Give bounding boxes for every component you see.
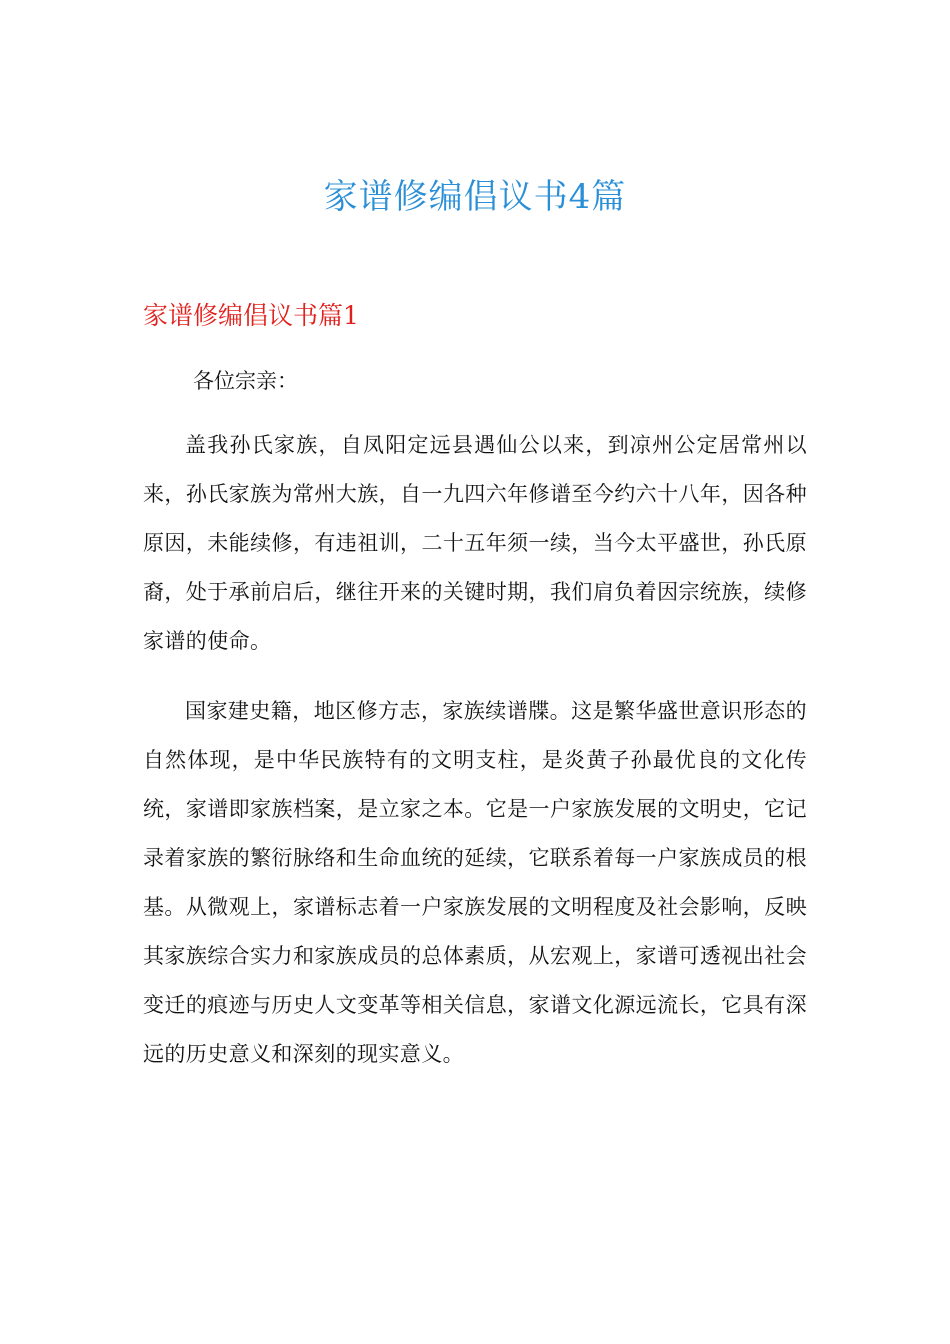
section-heading: 家谱修编倡议书篇1 (143, 301, 359, 330)
salutation: 各位宗亲： (193, 369, 298, 393)
document-title: 家谱修编倡议书4篇 (323, 177, 627, 217)
body-paragraph-2: 国家建史籍，地区修方志，家族续谱牒。这是繁华盛世意识形态的自然体现，是中华民族特有的文明支柱，是炎黄子孙最优良的文化传统，家谱即家族档案，是立家之本。它是一户家族发展的文明史，它记录着家族的繁衍脉络和生命血统的延续，它联系着每一户家族成员的根基。从微观上，家谱标志着一户家族发展的文明程度及社会影响，反映其家族综合实力和家族成员的总体素质，从宏观上，家谱可透视出社会变迁的痕迹与历史人文变革等相关信息，家谱文化源远流长，它具有深远的历史意义和深刻的现实意义。 (143, 699, 807, 1066)
body-paragraph-1: 盖我孙氏家族，自凤阳定远县遇仙公以来，到凉州公定居常州以来，孙氏家族为常州大族，自一九四六年修谱至今约六十八年，因各种原因，未能续修，有违祖训，二十五年须一续，当今太平盛世，孙氏原裔，处于承前启后，继往开来的关键时期，我们肩负着因宗统族，续修家谱的使命。 (143, 433, 807, 653)
